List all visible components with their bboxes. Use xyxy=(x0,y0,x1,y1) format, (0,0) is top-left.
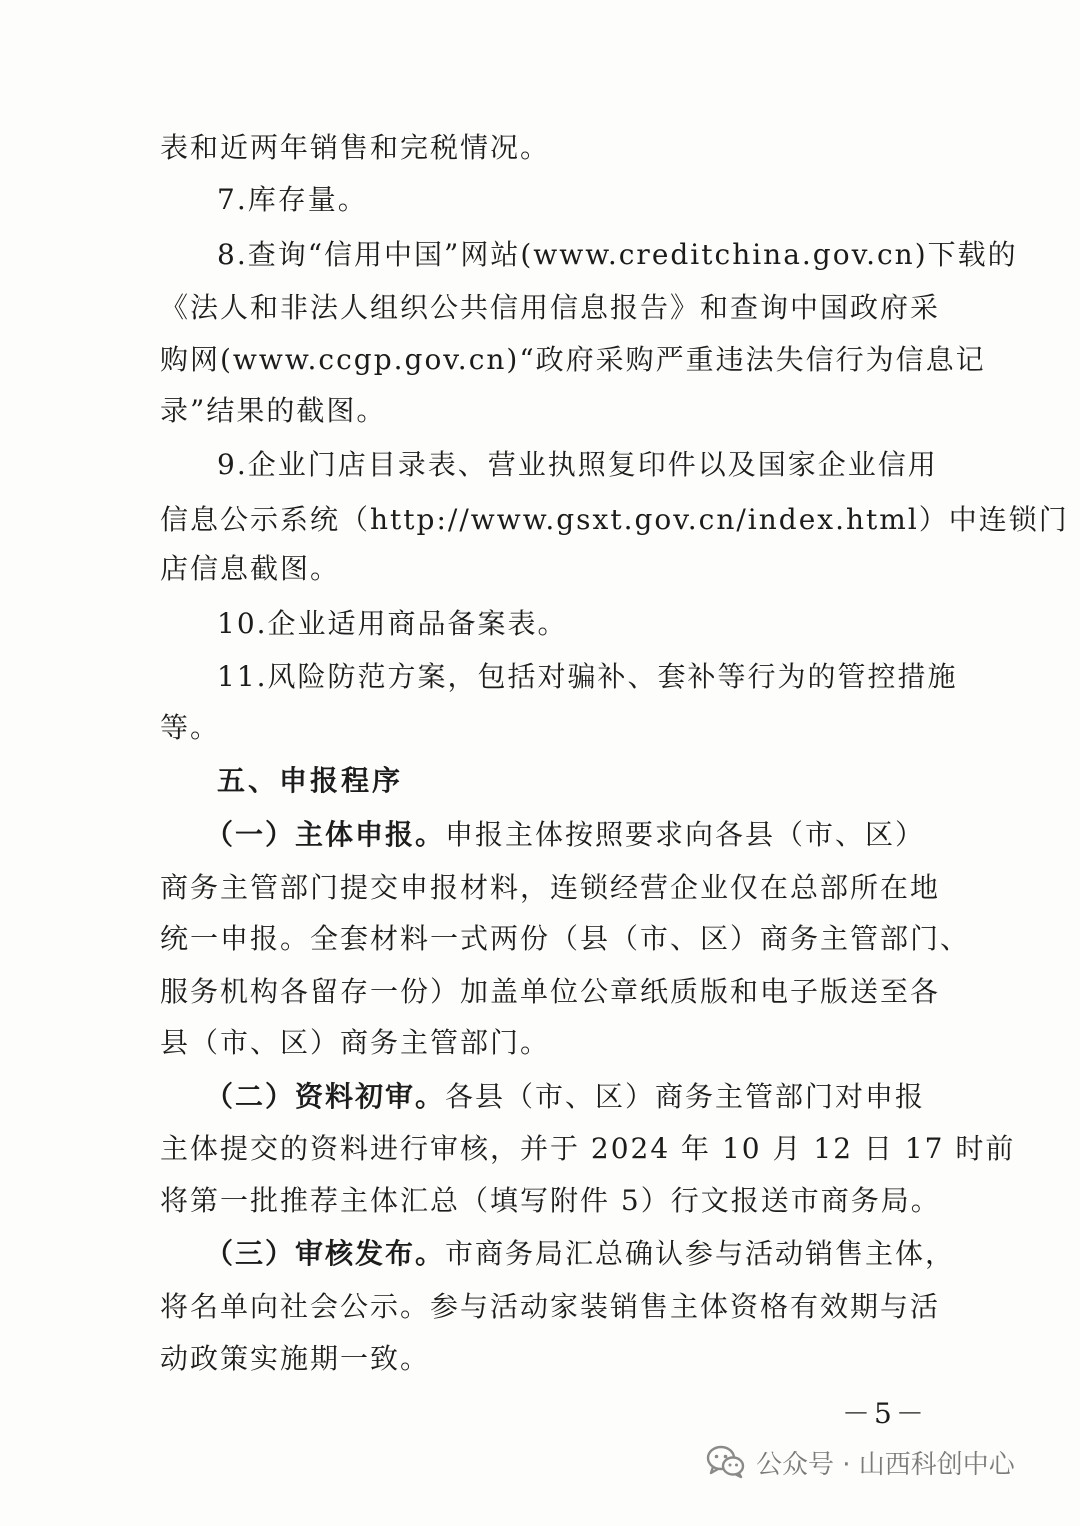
text-line: 服务机构各留存一份）加盖单位公章纸质版和电子版送至各 xyxy=(160,975,941,1008)
text-line: 统一申报。全套材料一式两份（县（市、区）商务主管部门、 xyxy=(160,922,971,955)
text-line: 县（市、区）商务主管部门。 xyxy=(160,1026,551,1059)
paragraph-first-line xyxy=(205,818,925,852)
text-line: 主体提交的资料进行审核，并于 2024 年 10 月 12 日 17 时前 xyxy=(160,1132,1016,1165)
text-line: 8.查询“信用中国”网站(www.creditchina.gov.cn)下载的 xyxy=(217,238,1018,271)
paragraph-label: （一）主体申报。 xyxy=(205,818,446,851)
text-line: 9.企业门店目录表、营业执照复印件以及国家企业信用 xyxy=(217,448,938,481)
watermark-text: 公众号 · 山西科创中心 xyxy=(756,1449,1015,1480)
text-line: 等。 xyxy=(160,711,221,744)
text-line: 《法人和非法人组织公共信用信息报告》和查询中国政府采 xyxy=(160,291,941,324)
text-line: 11.风险防范方案，包括对骗补、套补等行为的管控措施 xyxy=(217,660,958,693)
paragraph-first-line xyxy=(205,1080,925,1114)
text-line: 信息公示系统（http://www.gsxt.gov.cn/index.html）中连锁门 xyxy=(160,503,1069,536)
text-line: 动政策实施期一致。 xyxy=(160,1342,431,1375)
wechat-icon xyxy=(706,1445,746,1479)
paragraph-label: （三）审核发布。 xyxy=(205,1237,446,1270)
text-line: 店信息截图。 xyxy=(160,552,341,585)
text-line: 7.库存量。 xyxy=(217,183,368,216)
text-line: 商务主管部门提交申报材料，连锁经营企业仅在总部所在地 xyxy=(160,871,941,904)
text-line: 表和近两年销售和完税情况。 xyxy=(160,131,551,164)
page-number: －5－ xyxy=(842,1397,928,1430)
text-line: 录”结果的截图。 xyxy=(160,394,387,427)
text-line: 10.企业适用商品备案表。 xyxy=(217,607,568,640)
text-line: 购网(www.ccgp.gov.cn)“政府采购严重违法失信行为信息记 xyxy=(160,343,986,376)
text-line: 将第一批推荐主体汇总（填写附件 5）行文报送市商务局。 xyxy=(160,1184,941,1217)
paragraph-text: 市商务局汇总确认参与活动销售主体， xyxy=(445,1237,956,1270)
paragraph-label: （二）资料初审。 xyxy=(205,1080,446,1113)
wechat-watermark xyxy=(706,1440,1015,1484)
paragraph-text: 各县（市、区）商务主管部门对申报 xyxy=(445,1080,926,1113)
paragraph-first-line xyxy=(205,1237,955,1271)
section-heading: 五、申报程序 xyxy=(217,764,404,797)
paragraph-text: 申报主体按照要求向各县（市、区） xyxy=(445,818,926,851)
text-line: 将名单向社会公示。参与活动家装销售主体资格有效期与活 xyxy=(160,1290,941,1323)
